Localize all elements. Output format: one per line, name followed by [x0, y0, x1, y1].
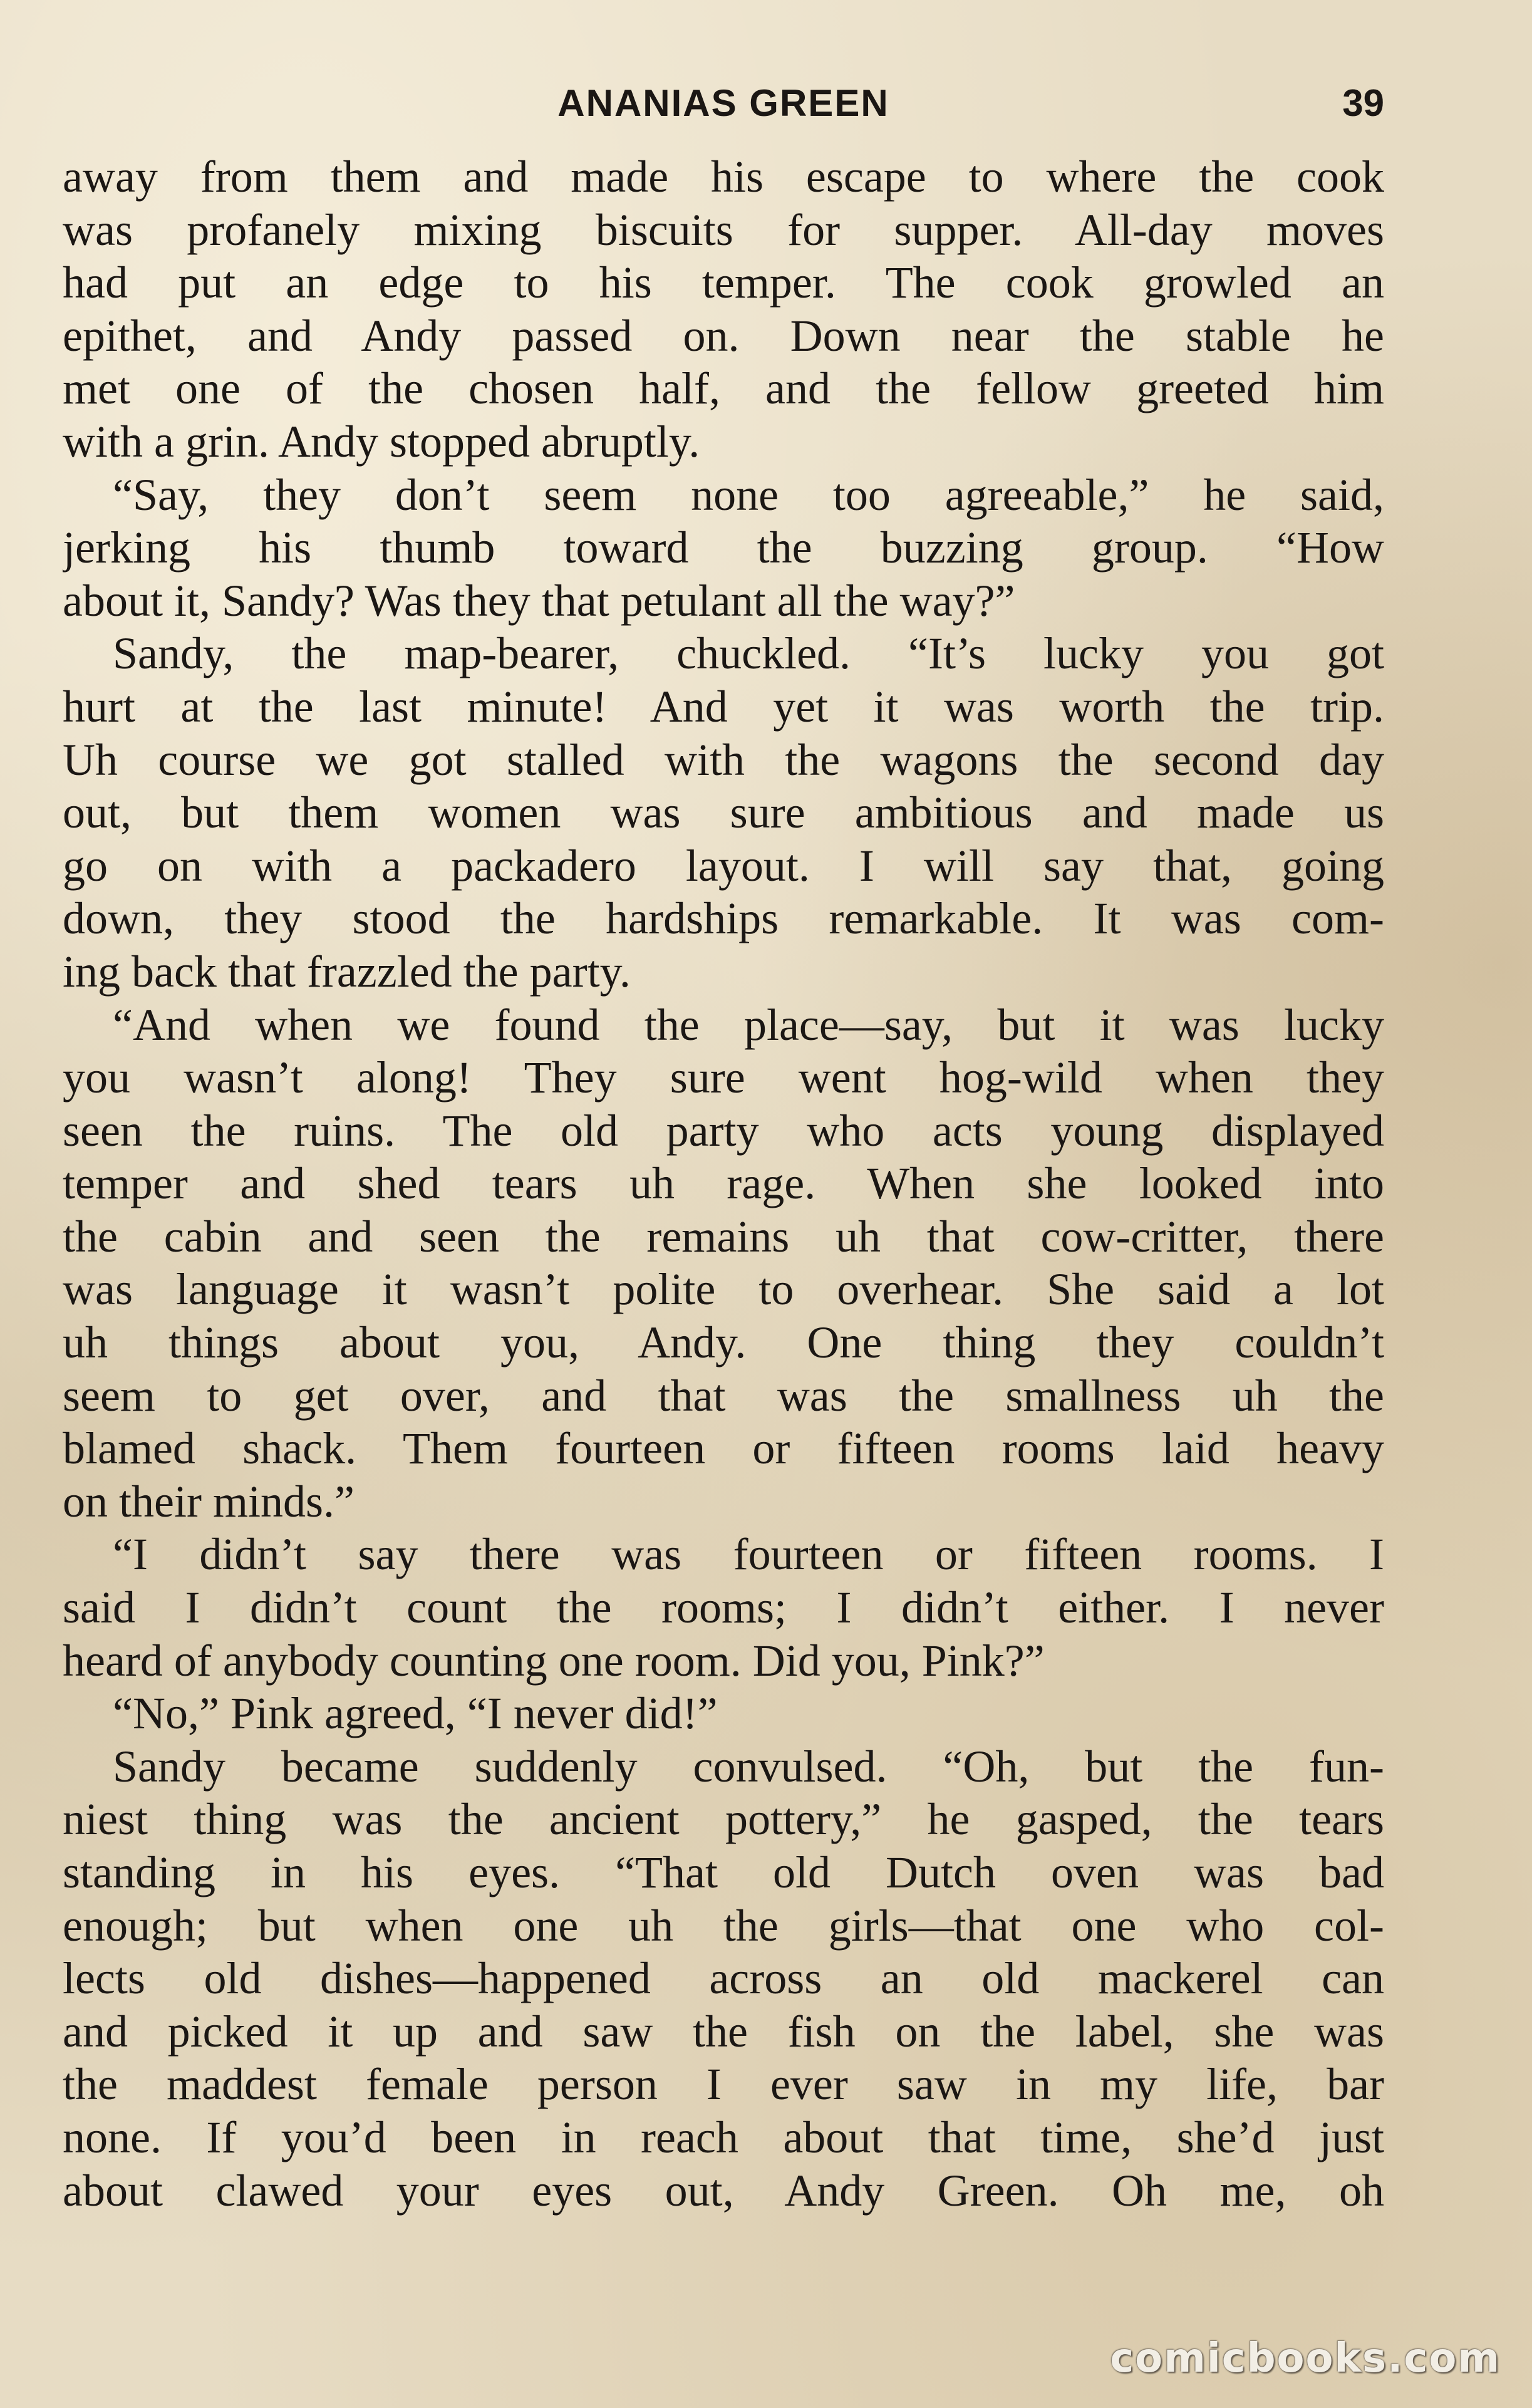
text-line: was language it wasn’t polite to overhear. She said a lot [63, 1264, 1384, 1315]
text-line: “And when we found the place—say, but it was lucky [113, 999, 1384, 1050]
text-line: with a grin. Andy stopped abruptly. [63, 416, 700, 467]
text-line: “Say, they don’t seem none too agreeable,” he said, [113, 469, 1384, 520]
text-line: lects old dishes—happened across an old mackerel can [63, 1953, 1384, 2004]
text-line: uh things about you, Andy. One thing they couldn’t [63, 1317, 1384, 1368]
text-line: Sandy became suddenly convulsed. “Oh, but the fun- [113, 1741, 1384, 1792]
body-text [63, 150, 1384, 2217]
text-line: on their minds.” [63, 1476, 355, 1527]
running-head [63, 75, 1384, 132]
text-line: seem to get over, and that was the smallness uh the [63, 1370, 1384, 1421]
text-line: blamed shack. Them fourteen or fifteen rooms laid heavy [63, 1423, 1384, 1474]
text-line: out, but them women was sure ambitious and made us [63, 787, 1384, 838]
text-line: none. If you’d been in reach about that time, she’d just [63, 2112, 1384, 2162]
text-line: epithet, and Andy passed on. Down near the stable he [63, 310, 1384, 361]
text-line: was profanely mixing biscuits for supper. All-day moves [63, 204, 1384, 255]
text-line: Uh course we got stalled with the wagons the second day [63, 734, 1384, 785]
text-line: away from them and made his escape to where the cook [63, 152, 1384, 202]
text-line: temper and shed tears uh rage. When she looked into [63, 1158, 1384, 1209]
text-line: the maddest female person I ever saw in my life, bar [63, 2059, 1384, 2110]
text-line: about clawed your eyes out, Andy Green. Oh me, oh [63, 2165, 1384, 2216]
text-line: down, they stood the hardships remarkable. It was com- [63, 893, 1384, 944]
text-line: seen the ruins. The old party who acts young displayed [63, 1105, 1384, 1156]
text-line: had put an edge to his temper. The cook growled an [63, 257, 1384, 308]
text-line: the cabin and seen the remains uh that cow-critter, there [63, 1211, 1384, 1262]
text-line: about it, Sandy? Was they that petulant all the way?” [63, 575, 1015, 626]
text-line: hurt at the last minute! And yet it was worth the trip. [63, 681, 1384, 732]
text-line: enough; but when one uh the girls—that one who col- [63, 1900, 1384, 1951]
text-line: “I didn’t say there was fourteen or fifteen rooms. I [113, 1529, 1384, 1580]
text-line: you wasn’t along! They sure went hog-wild when they [63, 1052, 1384, 1103]
text-line: met one of the chosen half, and the fellow greeted him [63, 363, 1384, 414]
text-line: go on with a packadero layout. I will say that, going [63, 840, 1384, 891]
watermark: comicbooks.com [1110, 2335, 1501, 2382]
page-number: 39 [1342, 82, 1384, 124]
chapter-title: ANANIAS GREEN [557, 82, 889, 124]
text-line: and picked it up and saw the fish on the label, she was [63, 2006, 1384, 2057]
text-line: jerking his thumb toward the buzzing group. “How [63, 522, 1384, 573]
text-line: Sandy, the map-bearer, chuckled. “It’s lucky you got [113, 628, 1384, 679]
text-line: standing in his eyes. “That old Dutch oven was bad [63, 1847, 1384, 1897]
text-line: “No,” Pink agreed, “I never did!” [113, 1688, 718, 1739]
text-line: said I didn’t count the rooms; I didn’t either. I never [63, 1582, 1384, 1633]
text-line: ing back that frazzled the party. [63, 946, 631, 997]
text-line: niest thing was the ancient pottery,” he gasped, the tears [63, 1794, 1384, 1845]
text-line: heard of anybody counting one room. Did you, Pink?” [63, 1635, 1045, 1686]
